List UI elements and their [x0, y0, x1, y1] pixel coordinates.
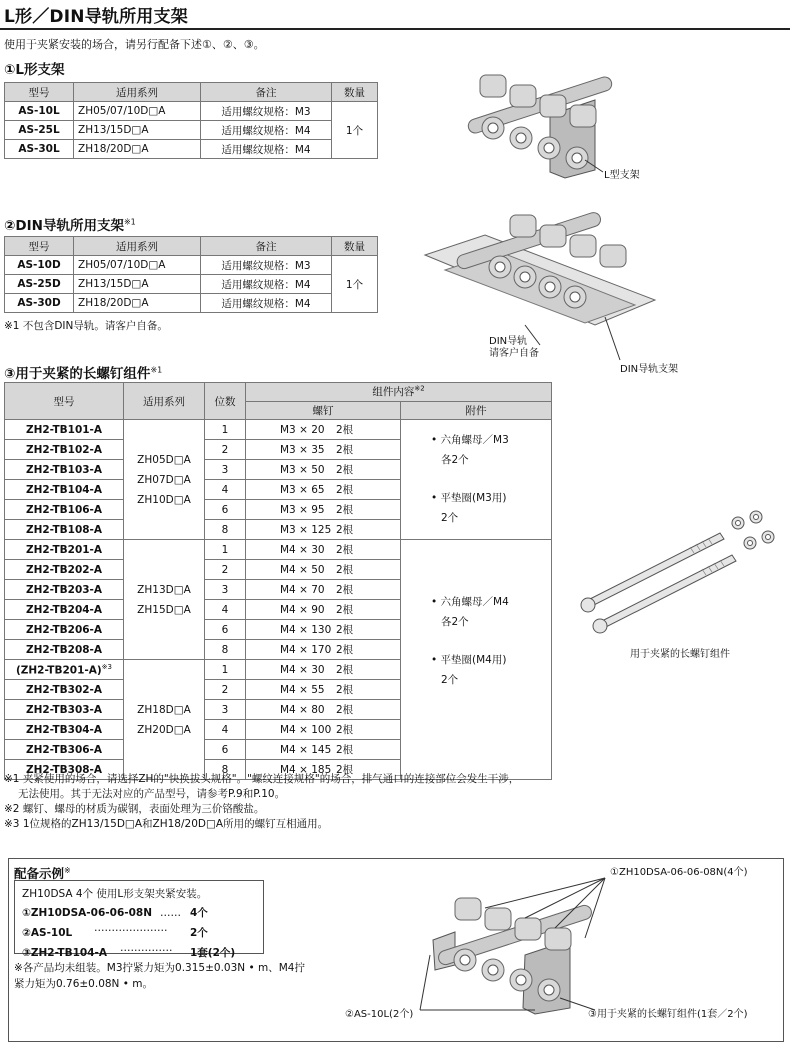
screw-qty: 2根: [336, 604, 354, 616]
screw-cell: [246, 480, 401, 500]
model-cell: ZH2-TB103-A: [5, 460, 124, 480]
col-header: 数量: [332, 237, 378, 256]
col-header: 适用系列: [74, 83, 201, 102]
screw-size: M3 × 125: [280, 524, 332, 536]
series-line: ZH13D□A: [137, 583, 191, 596]
col-header: 附件: [401, 401, 552, 420]
accessory-line: 2个: [441, 512, 459, 524]
model-cell: ZH2-TB302-A: [5, 680, 124, 700]
table-row: [5, 121, 378, 140]
screw-qty: 2根: [336, 484, 354, 496]
series-cell: [124, 660, 205, 780]
screw-cell: [246, 740, 401, 760]
long-screw-illustration: [570, 505, 780, 635]
screw-cell: [246, 540, 401, 560]
example-note: ※各产品均未组装。M3拧紧力矩为0.315±0.03N • m、M4拧: [14, 962, 305, 974]
screw-qty: 2根: [336, 704, 354, 716]
screw-size: M3 × 50: [280, 464, 325, 476]
example-label-1: ①ZH10DSA-06-06-08N(4个): [610, 867, 748, 878]
section2-title: [4, 214, 136, 234]
screw-size: M3 × 95: [280, 504, 325, 516]
section3-title: [4, 362, 162, 382]
series-cell: ZH13/15D□A: [74, 121, 201, 140]
din-bracket-table: [4, 236, 378, 313]
screw-cell: [246, 640, 401, 660]
pos-cell: 1: [205, 420, 246, 440]
screw-cell: [246, 420, 401, 440]
note-cell: 适用螺纹规格：M3: [201, 256, 332, 275]
screw-size: M4 × 30: [280, 664, 325, 676]
model-cell: ZH2-TB102-A: [5, 440, 124, 460]
section3-notes: [4, 772, 519, 832]
l-bracket-table: [4, 82, 378, 159]
accessory-cell: [401, 420, 552, 540]
model-cell: ZH2-TB202-A: [5, 560, 124, 580]
accessory-gap: [431, 470, 551, 488]
accessory-gap: [431, 632, 551, 650]
example-line1: ZH10DSA 4个 使用L形支架夹紧安装。: [22, 888, 208, 900]
model-cell: ZH2-TB304-A: [5, 720, 124, 740]
example-note: 紧力矩为0.76±0.08N • m。: [14, 978, 154, 990]
model-cell: ZH2-TB306-A: [5, 740, 124, 760]
example-items: [22, 906, 235, 961]
contents-sup: ※2: [414, 384, 425, 393]
series-line: ZH05D□A: [137, 453, 191, 466]
note-cell: 适用螺纹规格：M4: [201, 294, 332, 313]
title-rule: [0, 28, 790, 30]
screw-qty: 2根: [336, 544, 354, 556]
screw-cell: [246, 720, 401, 740]
model-cell: ZH2-TB204-A: [5, 600, 124, 620]
screw-size: M4 × 30: [280, 544, 325, 556]
screw-cell: [246, 460, 401, 480]
screw-cell: [246, 440, 401, 460]
note-line: ※1 夹紧使用的场合，请选择ZH的"快换拔头规格"。"螺纹连接规格"的场合，排气通口的连接部位会发生干涉，: [4, 773, 520, 785]
model-cell: ZH2-TB208-A: [5, 640, 124, 660]
screw-cell: [246, 700, 401, 720]
screw-qty: 2根: [336, 444, 354, 456]
pos-cell: 1: [205, 660, 246, 680]
col-header: 型号: [5, 83, 74, 102]
din-rail-manifold-illustration: [425, 205, 655, 365]
series-line: ZH20D□A: [137, 723, 191, 736]
model-cell: AS-25D: [5, 275, 74, 294]
screw-qty: 2根: [336, 644, 354, 656]
series-cell: ZH13/15D□A: [74, 275, 201, 294]
model-cell: AS-25L: [5, 121, 74, 140]
screw-cell: [246, 620, 401, 640]
col-header: 适用系列: [124, 383, 205, 420]
qty-cell: 1个: [332, 102, 378, 159]
col-header: 备注: [201, 83, 332, 102]
section3-title-text: ③用于夹紧的长螺钉组件: [4, 366, 151, 382]
accessory-line: 2个: [441, 674, 459, 686]
pos-cell: 3: [205, 700, 246, 720]
model-cell: ZH2-TB108-A: [5, 520, 124, 540]
series-cell: ZH05/07/10D□A: [74, 256, 201, 275]
screw-size: M3 × 65: [280, 484, 325, 496]
model-text: (ZH2-TB201-A): [15, 664, 102, 677]
note-line: ※2 螺钉、螺母的材质为碳钢，表面处理为三价铬酸盐。: [4, 803, 265, 815]
col-header: 螺钉: [246, 401, 401, 420]
screw-qty: 2根: [336, 624, 354, 636]
accessory-line: 各2个: [441, 616, 469, 628]
example-title-text: 配备示例: [14, 866, 65, 881]
table-row: [5, 256, 378, 275]
intro-text: 使用于夹紧安装的场合，请另行配备下述①、②、③。: [4, 38, 265, 51]
screw-cell: [246, 600, 401, 620]
model-cell: ZH2-TB203-A: [5, 580, 124, 600]
screw-qty: 2根: [336, 744, 354, 756]
model-cell: AS-30D: [5, 294, 74, 313]
accessory-line: • 平垫圈(M4用): [431, 654, 507, 666]
col-header: 适用系列: [74, 237, 201, 256]
l-bracket-label: L型支架: [604, 170, 640, 181]
pos-cell: 8: [205, 640, 246, 660]
series-line: ZH18D□A: [137, 703, 191, 716]
screw-size: M4 × 80: [280, 704, 325, 716]
model-cell: ZH2-TB308-A: [5, 760, 124, 780]
long-screw-label: 用于夹紧的长螺钉组件: [630, 649, 730, 660]
note-cell: 适用螺纹规格：M4: [201, 275, 332, 294]
pos-cell: 3: [205, 580, 246, 600]
series-line: ZH07D□A: [137, 473, 191, 486]
screw-size: M4 × 50: [280, 564, 325, 576]
model-cell: [5, 660, 124, 680]
pos-cell: 6: [205, 620, 246, 640]
screw-size: M4 × 70: [280, 584, 325, 596]
item-name: ②AS-10L: [22, 927, 73, 939]
item-dots: …………………: [94, 922, 168, 934]
item-dots: ……: [160, 907, 181, 919]
section2-footnote: ※1 不包含DIN导轨。请客户自备。: [4, 320, 168, 332]
table-row: [5, 275, 378, 294]
series-line: ZH10D□A: [137, 493, 191, 506]
screw-qty: 2根: [336, 524, 354, 536]
item-dots: ……………: [120, 942, 173, 954]
screw-size: M4 × 185: [280, 764, 332, 776]
model-cell: AS-10L: [5, 102, 74, 121]
model-cell: AS-30L: [5, 140, 74, 159]
section3-title-sup: ※1: [150, 365, 163, 375]
item-name: ③ZH2-TB104-A: [22, 947, 107, 959]
screw-size: M3 × 35: [280, 444, 325, 456]
series-cell: [124, 420, 205, 540]
screw-qty: 2根: [336, 724, 354, 736]
model-cell: AS-10D: [5, 256, 74, 275]
model-cell: ZH2-TB101-A: [5, 420, 124, 440]
screw-size: M4 × 100: [280, 724, 332, 736]
pos-cell: 8: [205, 760, 246, 780]
screw-qty: 2根: [336, 564, 354, 576]
screw-qty: 2根: [336, 424, 354, 436]
pos-cell: 2: [205, 680, 246, 700]
example-label-3: ③用于夹紧的长螺钉组件(1套／2个): [588, 1009, 748, 1020]
pos-cell: 2: [205, 440, 246, 460]
note-cell: 适用螺纹规格：M4: [201, 121, 332, 140]
col-header: 型号: [5, 383, 124, 420]
example-notes: [14, 960, 305, 992]
screw-size: M3 × 20: [280, 424, 325, 436]
model-sup: ※3: [101, 662, 112, 671]
accessory-line: • 六角螺母／M4: [431, 596, 509, 608]
series-line: ZH15D□A: [137, 603, 191, 616]
item-qty: 2个: [190, 927, 208, 939]
screw-cell: [246, 580, 401, 600]
example-item: [22, 941, 235, 961]
col-header-contents: [246, 383, 552, 402]
screw-cell: [246, 520, 401, 540]
series-cell: [124, 540, 205, 660]
pos-cell: 3: [205, 460, 246, 480]
din-bracket-label: DIN导轨支架: [620, 364, 679, 375]
pos-cell: 1: [205, 540, 246, 560]
screw-qty: 2根: [336, 764, 354, 776]
table-row: [5, 140, 378, 159]
section1-title: ①L形支架: [4, 62, 65, 78]
screw-cell: [246, 660, 401, 680]
pos-cell: 4: [205, 720, 246, 740]
model-cell: ZH2-TB303-A: [5, 700, 124, 720]
table-row: [5, 540, 552, 560]
page-title: L形／DIN导轨所用支架: [4, 7, 188, 27]
contents-label: 组件内容: [372, 386, 415, 399]
pos-cell: 8: [205, 520, 246, 540]
accessory-line: 各2个: [441, 454, 469, 466]
screw-qty: 2根: [336, 664, 354, 676]
pos-cell: 4: [205, 480, 246, 500]
example-title-sup: ※: [64, 865, 71, 875]
series-cell: ZH18/20D□A: [74, 140, 201, 159]
screw-cell: [246, 500, 401, 520]
section2-title-text: ②DIN导轨所用支架: [4, 218, 124, 234]
screw-qty: 2根: [336, 464, 354, 476]
example-manifold-illustration: [425, 880, 615, 1020]
series-cell: ZH05/07/10D□A: [74, 102, 201, 121]
pos-cell: 6: [205, 500, 246, 520]
example-item: [22, 906, 235, 921]
example-item: [22, 921, 235, 941]
screw-size: M4 × 55: [280, 684, 325, 696]
col-header: 备注: [201, 237, 332, 256]
col-header: 位数: [205, 383, 246, 420]
screw-size: M4 × 170: [280, 644, 332, 656]
item-name: ①ZH10DSA-06-06-08N: [22, 907, 153, 919]
note-line: ※3 1位规格的ZH13/15D□A和ZH18/20D□A所用的螺钉互相通用。: [4, 818, 329, 830]
note-cell: 适用螺纹规格：M3: [201, 102, 332, 121]
screw-qty: 2根: [336, 584, 354, 596]
accessory-cell-m4: [401, 540, 552, 780]
model-cell: ZH2-TB206-A: [5, 620, 124, 640]
model-cell: ZH2-TB201-A: [5, 540, 124, 560]
table-row: [5, 294, 378, 313]
pos-cell: 6: [205, 740, 246, 760]
table-row: [5, 420, 552, 440]
accessory-line: • 六角螺母／M3: [431, 434, 509, 446]
model-cell: ZH2-TB106-A: [5, 500, 124, 520]
col-header: 数量: [332, 83, 378, 102]
screw-cell: [246, 680, 401, 700]
din-rail-label-line1: DIN导轨: [489, 336, 528, 347]
din-rail-label: [489, 336, 539, 360]
col-header: 型号: [5, 237, 74, 256]
din-rail-label-line2: 请客户自备: [489, 348, 539, 359]
screw-size: M4 × 90: [280, 604, 325, 616]
section2-title-sup: ※1: [123, 217, 136, 227]
accessory-line: • 平垫圈(M3用): [431, 492, 507, 504]
series-cell: ZH18/20D□A: [74, 294, 201, 313]
screw-qty: 2根: [336, 684, 354, 696]
item-qty: 1套(2个): [190, 947, 236, 959]
note-line: 无法使用。其于无法对应的产品型号，请参考P.9和P.10。: [18, 788, 286, 800]
long-screw-table: [4, 382, 552, 780]
screw-size: M4 × 130: [280, 624, 332, 636]
qty-cell: 1个: [332, 256, 378, 313]
screw-size: M4 × 145: [280, 744, 332, 756]
pos-cell: 4: [205, 600, 246, 620]
screw-qty: 2根: [336, 504, 354, 516]
item-qty: 4个: [190, 907, 208, 919]
screw-cell: [246, 560, 401, 580]
note-cell: 适用螺纹规格：M4: [201, 140, 332, 159]
example-label-2: ②AS-10L(2个): [345, 1009, 414, 1020]
pos-cell: 2: [205, 560, 246, 580]
table-row: [5, 102, 378, 121]
model-cell: ZH2-TB104-A: [5, 480, 124, 500]
